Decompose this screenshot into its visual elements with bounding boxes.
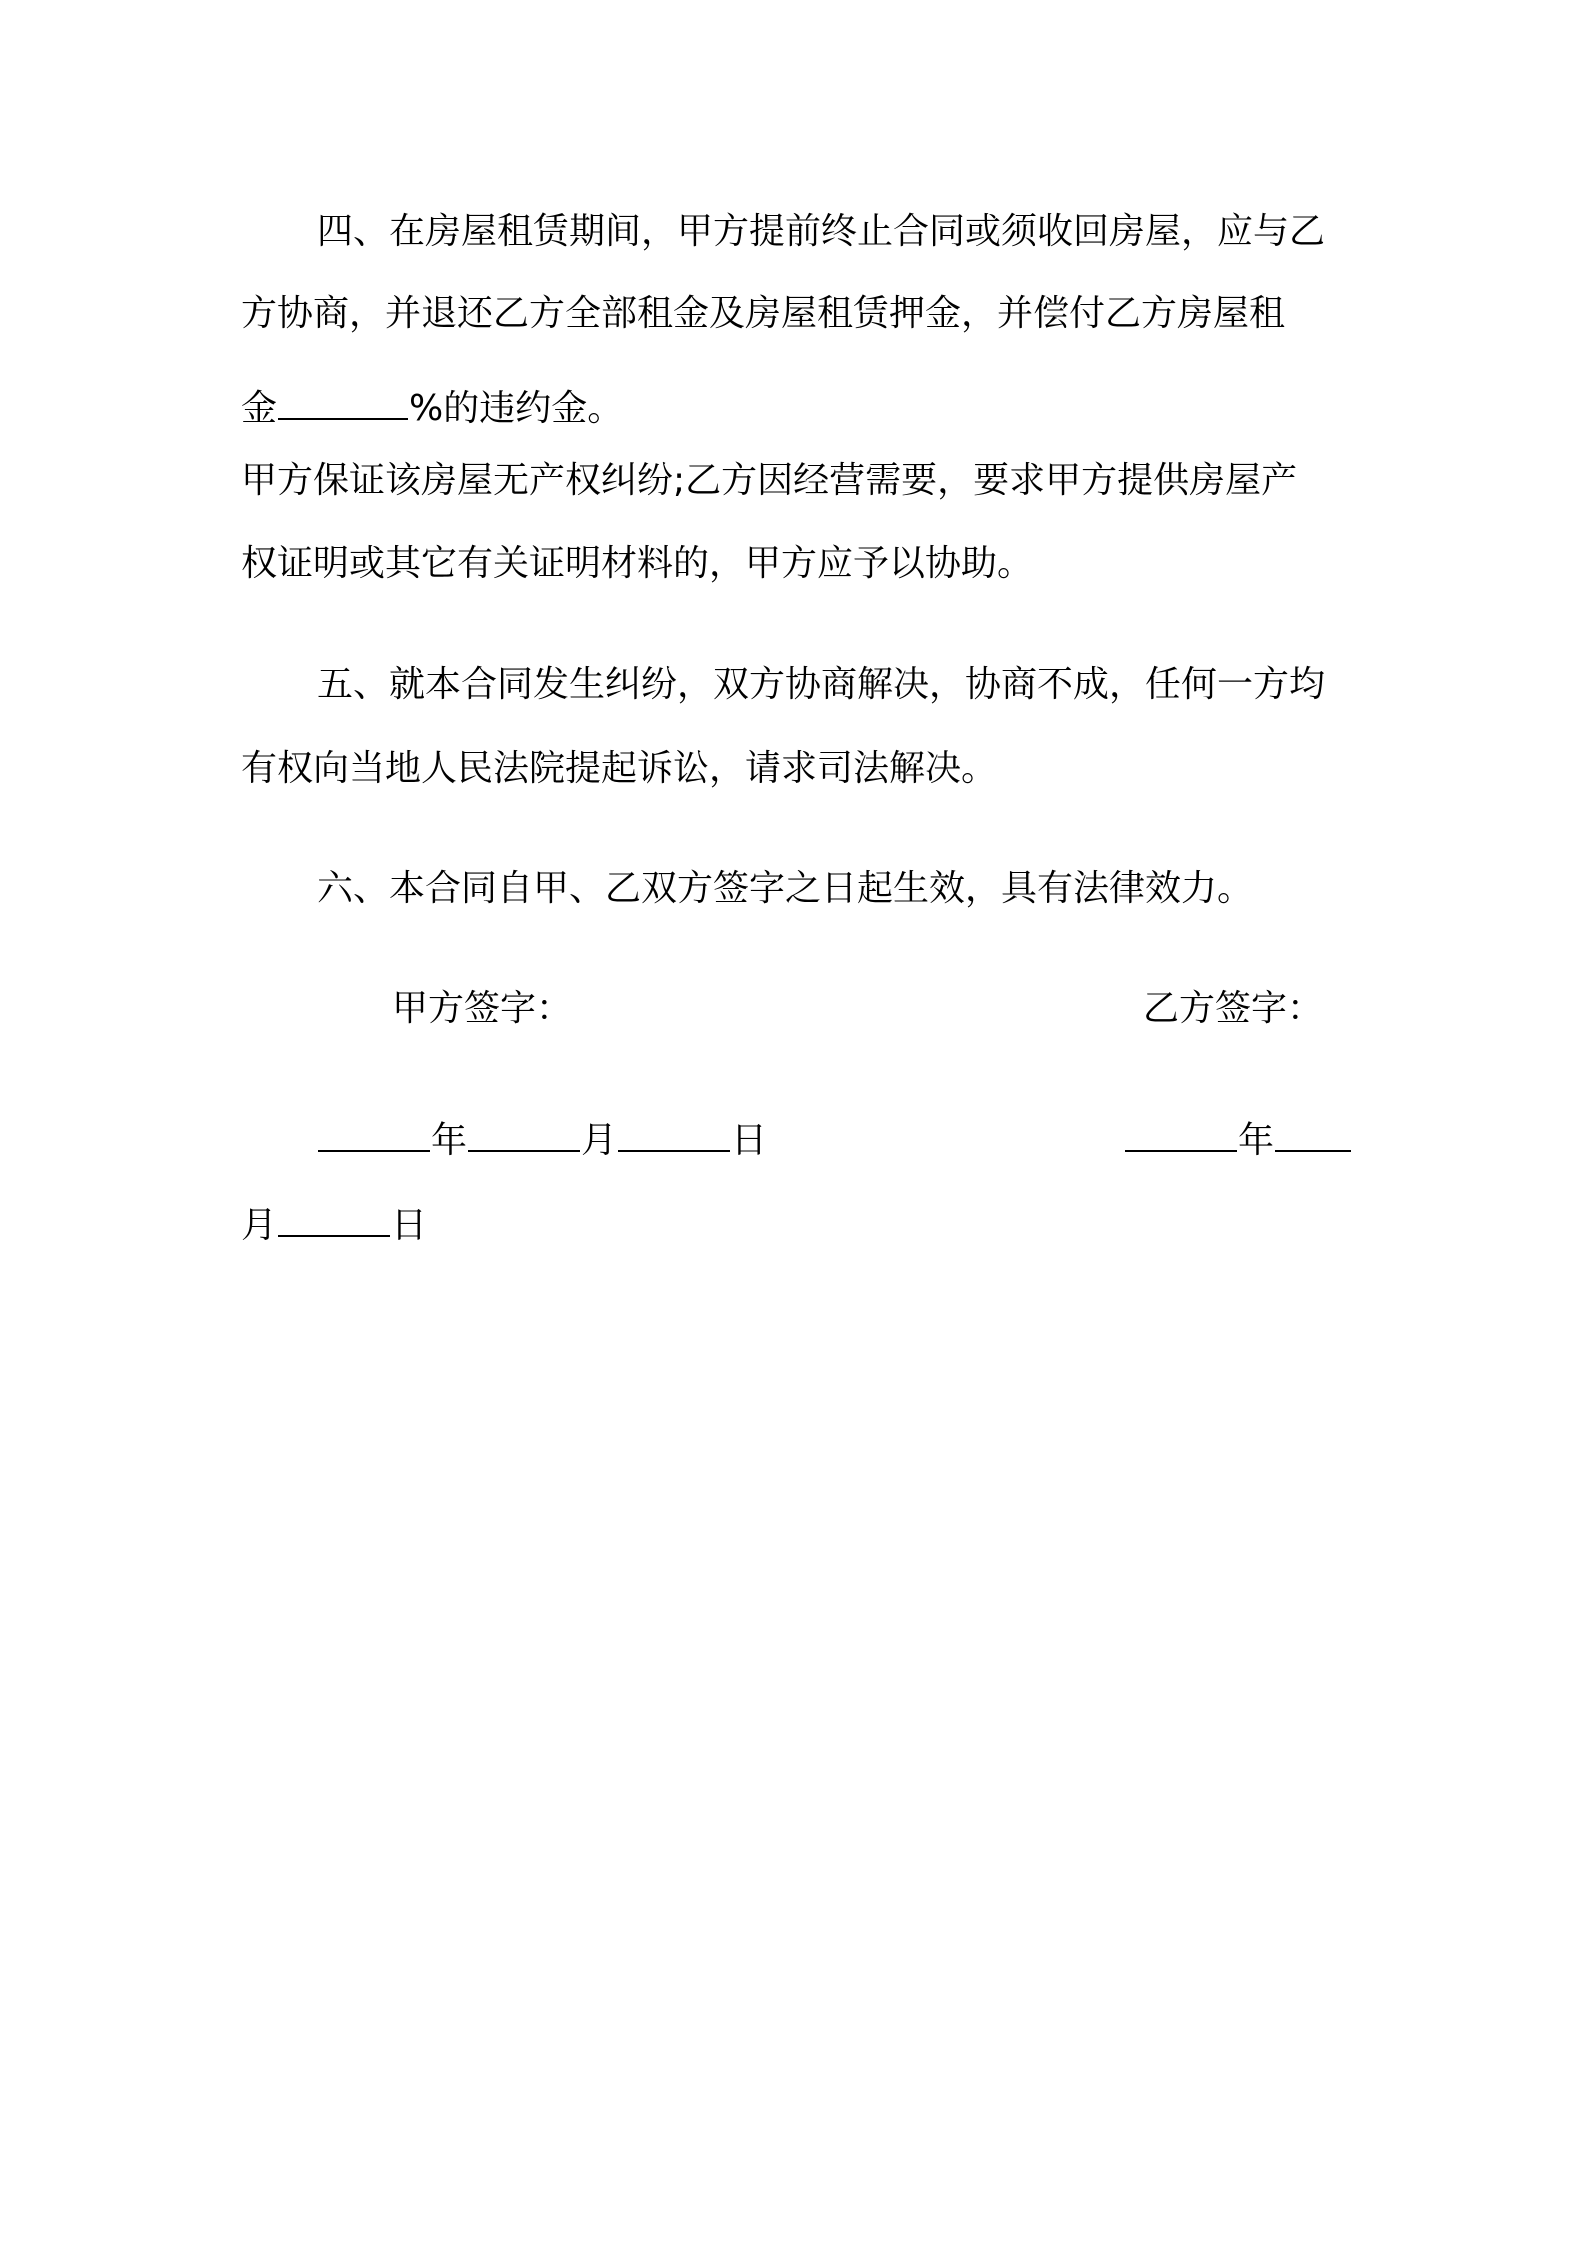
party-a-year-blank[interactable] — [318, 1110, 430, 1152]
party-b-year-label: 年 — [1238, 1120, 1275, 1161]
clause5-line1: 五、就本合同发生纠纷，双方协商解决，协商不成，任何一方均 — [317, 664, 1326, 705]
clause5-line2: 有权向当地人民法院提起诉讼，请求司法解决。 — [241, 748, 998, 789]
party-a-month-label: 月 — [581, 1120, 618, 1161]
party-b-signature-label: 乙方签字： — [1143, 988, 1324, 1029]
party-a-day-label: 日 — [731, 1120, 768, 1161]
guarantee-line2: 权证明或其它有关证明材料的，甲方应予以协助。 — [241, 543, 1034, 584]
clause4-line2: 方协商，并退还乙方全部租金及房屋租赁押金，并偿付乙方房屋租 — [241, 293, 1286, 334]
party-b-date-line1 — [1124, 1110, 1352, 1164]
party-a-signature-label: 甲方签字： — [392, 988, 573, 1029]
guarantee-line1: 甲方保证该房屋无产权纠纷;乙方因经营需要，要求甲方提供房屋产 — [241, 460, 1298, 501]
clause4-line3 — [241, 378, 623, 432]
party-a-day-blank[interactable] — [618, 1110, 730, 1152]
party-a-date — [317, 1110, 767, 1164]
party-b-day-label: 日 — [391, 1205, 428, 1246]
party-a-month-blank[interactable] — [468, 1110, 580, 1152]
clause4-line3-suffix: %的违约金。 — [409, 388, 624, 429]
clause4-line3-prefix: 金 — [241, 388, 278, 429]
party-b-month-label: 月 — [241, 1205, 278, 1246]
clause6-line1: 六、本合同自甲、乙双方签字之日起生效，具有法律效力。 — [317, 868, 1254, 909]
party-b-day-blank[interactable] — [278, 1195, 390, 1237]
party-b-month-blank-start[interactable] — [1275, 1110, 1351, 1152]
party-a-year-label: 年 — [431, 1120, 468, 1161]
party-b-year-blank[interactable] — [1125, 1110, 1237, 1152]
party-b-date-line2 — [241, 1195, 427, 1249]
penalty-percent-blank[interactable] — [278, 378, 408, 420]
clause4-line1: 四、在房屋租赁期间，甲方提前终止合同或须收回房屋，应与乙 — [317, 211, 1326, 252]
